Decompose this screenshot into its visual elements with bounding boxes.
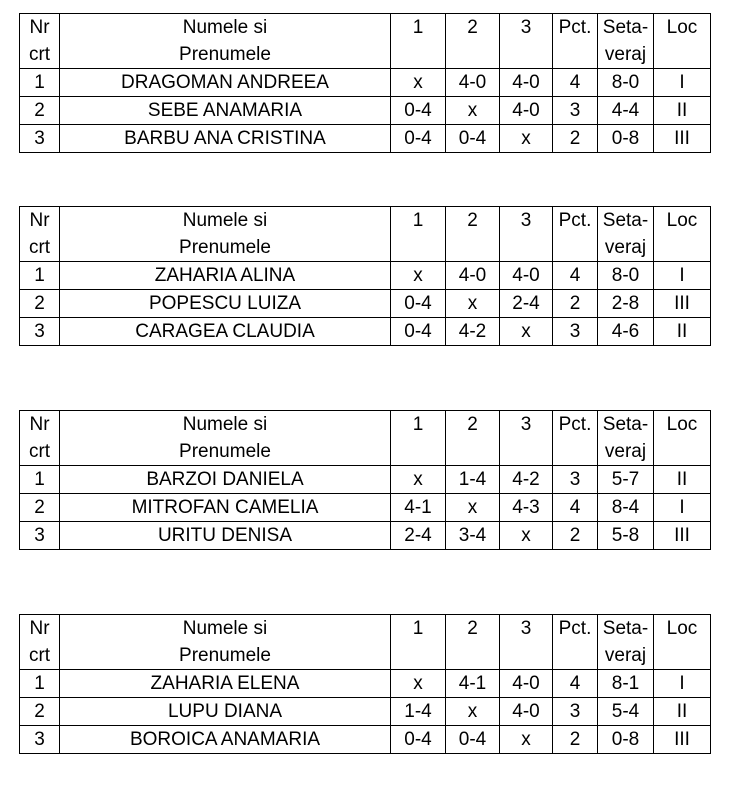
header-row: [20, 438, 711, 466]
match1-header: 1: [391, 207, 446, 235]
match1-result: 0-4: [391, 125, 446, 153]
setaveraj-cell: 0-8: [598, 125, 654, 153]
name-header: Numele si: [60, 411, 391, 439]
match1-header: 1: [391, 615, 446, 643]
match2-result: x: [446, 494, 500, 522]
points-cell: 2: [553, 290, 598, 318]
loc-cell: II: [654, 466, 711, 494]
player-name: DRAGOMAN ANDREEA: [60, 69, 391, 97]
nr-cell: 1: [20, 670, 60, 698]
loc-cell: I: [654, 670, 711, 698]
empty-cell: [446, 438, 500, 466]
loc-cell: II: [654, 97, 711, 125]
player-name: URITU DENISA: [60, 522, 391, 550]
empty-cell: [654, 642, 711, 670]
results-table: [19, 13, 711, 153]
points-header: Pct.: [553, 14, 598, 42]
match1-result: x: [391, 262, 446, 290]
setaveraj-header: Seta-: [598, 615, 654, 643]
loc-cell: III: [654, 125, 711, 153]
header-row: [20, 14, 711, 42]
empty-cell: [500, 642, 553, 670]
empty-cell: [654, 41, 711, 69]
setaveraj-header: Seta-: [598, 411, 654, 439]
nr-cell: 1: [20, 69, 60, 97]
nr-cell: 3: [20, 125, 60, 153]
setaveraj-header-cont: veraj: [598, 41, 654, 69]
points-cell: 2: [553, 726, 598, 754]
player-row: [20, 670, 711, 698]
nr-header-cont: crt: [20, 642, 60, 670]
nr-header-cont: crt: [20, 438, 60, 466]
match3-result: 4-0: [500, 698, 553, 726]
player-row: [20, 494, 711, 522]
setaveraj-cell: 5-7: [598, 466, 654, 494]
player-name: CARAGEA CLAUDIA: [60, 318, 391, 346]
empty-cell: [654, 234, 711, 262]
points-cell: 2: [553, 522, 598, 550]
empty-cell: [553, 41, 598, 69]
setaveraj-cell: 8-0: [598, 262, 654, 290]
player-name: POPESCU LUIZA: [60, 290, 391, 318]
match1-result: 0-4: [391, 290, 446, 318]
match2-result: x: [446, 290, 500, 318]
match2-result: 4-1: [446, 670, 500, 698]
match3-header: 3: [500, 207, 553, 235]
match2-result: 4-0: [446, 69, 500, 97]
match2-result: x: [446, 97, 500, 125]
match1-header: 1: [391, 14, 446, 42]
match2-result: x: [446, 698, 500, 726]
loc-header: Loc: [654, 207, 711, 235]
setaveraj-header: Seta-: [598, 14, 654, 42]
match2-header: 2: [446, 207, 500, 235]
player-row: [20, 97, 711, 125]
points-cell: 3: [553, 466, 598, 494]
match2-header: 2: [446, 14, 500, 42]
loc-cell: II: [654, 698, 711, 726]
points-header: Pct.: [553, 615, 598, 643]
nr-cell: 2: [20, 494, 60, 522]
empty-cell: [654, 438, 711, 466]
name-header-cont: Prenumele: [60, 234, 391, 262]
loc-header: Loc: [654, 411, 711, 439]
player-row: [20, 726, 711, 754]
player-row: [20, 698, 711, 726]
match2-result: 0-4: [446, 125, 500, 153]
points-cell: 3: [553, 97, 598, 125]
match2-result: 0-4: [446, 726, 500, 754]
nr-header-cont: crt: [20, 41, 60, 69]
match3-result: x: [500, 318, 553, 346]
results-table: [19, 410, 711, 550]
match1-result: x: [391, 466, 446, 494]
nr-cell: 2: [20, 698, 60, 726]
match3-result: 4-3: [500, 494, 553, 522]
empty-cell: [391, 438, 446, 466]
header-row: [20, 234, 711, 262]
loc-cell: I: [654, 262, 711, 290]
player-row: [20, 262, 711, 290]
match1-result: x: [391, 670, 446, 698]
results-table: [19, 614, 711, 754]
points-cell: 2: [553, 125, 598, 153]
setaveraj-header-cont: veraj: [598, 234, 654, 262]
loc-cell: III: [654, 522, 711, 550]
match2-result: 4-0: [446, 262, 500, 290]
name-header: Numele si: [60, 14, 391, 42]
match3-result: 4-0: [500, 97, 553, 125]
empty-cell: [446, 234, 500, 262]
match1-result: 2-4: [391, 522, 446, 550]
points-header: Pct.: [553, 207, 598, 235]
nr-header-cont: crt: [20, 234, 60, 262]
player-name: ZAHARIA ELENA: [60, 670, 391, 698]
nr-cell: 3: [20, 726, 60, 754]
header-row: [20, 41, 711, 69]
nr-cell: 1: [20, 262, 60, 290]
empty-cell: [391, 234, 446, 262]
points-cell: 4: [553, 262, 598, 290]
match3-result: 4-2: [500, 466, 553, 494]
points-cell: 3: [553, 318, 598, 346]
loc-cell: I: [654, 494, 711, 522]
points-header: Pct.: [553, 411, 598, 439]
empty-cell: [500, 234, 553, 262]
nr-header: Nr: [20, 207, 60, 235]
nr-header: Nr: [20, 615, 60, 643]
player-name: SEBE ANAMARIA: [60, 97, 391, 125]
player-row: [20, 466, 711, 494]
nr-cell: 2: [20, 290, 60, 318]
header-row: [20, 642, 711, 670]
empty-cell: [553, 438, 598, 466]
nr-cell: 3: [20, 522, 60, 550]
name-header: Numele si: [60, 207, 391, 235]
match3-header: 3: [500, 411, 553, 439]
header-row: [20, 615, 711, 643]
nr-header: Nr: [20, 14, 60, 42]
setaveraj-header-cont: veraj: [598, 438, 654, 466]
match1-result: x: [391, 69, 446, 97]
name-header-cont: Prenumele: [60, 438, 391, 466]
empty-cell: [500, 438, 553, 466]
empty-cell: [553, 642, 598, 670]
points-cell: 4: [553, 69, 598, 97]
loc-cell: III: [654, 290, 711, 318]
match3-header: 3: [500, 14, 553, 42]
setaveraj-cell: 8-4: [598, 494, 654, 522]
setaveraj-header-cont: veraj: [598, 642, 654, 670]
match2-result: 4-2: [446, 318, 500, 346]
match2-result: 3-4: [446, 522, 500, 550]
match2-header: 2: [446, 411, 500, 439]
setaveraj-cell: 2-8: [598, 290, 654, 318]
empty-cell: [391, 41, 446, 69]
nr-header: Nr: [20, 411, 60, 439]
match1-result: 0-4: [391, 726, 446, 754]
points-cell: 3: [553, 698, 598, 726]
setaveraj-cell: 4-4: [598, 97, 654, 125]
loc-header: Loc: [654, 14, 711, 42]
player-name: LUPU DIANA: [60, 698, 391, 726]
empty-cell: [391, 642, 446, 670]
match3-result: x: [500, 125, 553, 153]
header-row: [20, 207, 711, 235]
player-name: ZAHARIA ALINA: [60, 262, 391, 290]
empty-cell: [446, 642, 500, 670]
player-name: BARZOI DANIELA: [60, 466, 391, 494]
name-header-cont: Prenumele: [60, 642, 391, 670]
setaveraj-cell: 0-8: [598, 726, 654, 754]
setaveraj-cell: 4-6: [598, 318, 654, 346]
player-row: [20, 522, 711, 550]
points-cell: 4: [553, 494, 598, 522]
name-header-cont: Prenumele: [60, 41, 391, 69]
nr-cell: 1: [20, 466, 60, 494]
player-name: BARBU ANA CRISTINA: [60, 125, 391, 153]
match3-result: 4-0: [500, 262, 553, 290]
empty-cell: [553, 234, 598, 262]
loc-cell: II: [654, 318, 711, 346]
match3-result: 2-4: [500, 290, 553, 318]
setaveraj-header: Seta-: [598, 207, 654, 235]
name-header: Numele si: [60, 615, 391, 643]
loc-cell: III: [654, 726, 711, 754]
match1-result: 4-1: [391, 494, 446, 522]
setaveraj-cell: 5-8: [598, 522, 654, 550]
match3-result: x: [500, 522, 553, 550]
setaveraj-cell: 8-0: [598, 69, 654, 97]
empty-cell: [446, 41, 500, 69]
match3-header: 3: [500, 615, 553, 643]
loc-cell: I: [654, 69, 711, 97]
nr-cell: 3: [20, 318, 60, 346]
results-table: [19, 206, 711, 346]
loc-header: Loc: [654, 615, 711, 643]
match1-result: 1-4: [391, 698, 446, 726]
setaveraj-cell: 5-4: [598, 698, 654, 726]
match3-result: x: [500, 726, 553, 754]
player-row: [20, 125, 711, 153]
player-row: [20, 318, 711, 346]
match1-result: 0-4: [391, 97, 446, 125]
points-cell: 4: [553, 670, 598, 698]
empty-cell: [500, 41, 553, 69]
player-name: BOROICA ANAMARIA: [60, 726, 391, 754]
match2-result: 1-4: [446, 466, 500, 494]
setaveraj-cell: 8-1: [598, 670, 654, 698]
match2-header: 2: [446, 615, 500, 643]
player-name: MITROFAN CAMELIA: [60, 494, 391, 522]
match1-result: 0-4: [391, 318, 446, 346]
player-row: [20, 69, 711, 97]
match1-header: 1: [391, 411, 446, 439]
header-row: [20, 411, 711, 439]
nr-cell: 2: [20, 97, 60, 125]
match3-result: 4-0: [500, 670, 553, 698]
match3-result: 4-0: [500, 69, 553, 97]
player-row: [20, 290, 711, 318]
